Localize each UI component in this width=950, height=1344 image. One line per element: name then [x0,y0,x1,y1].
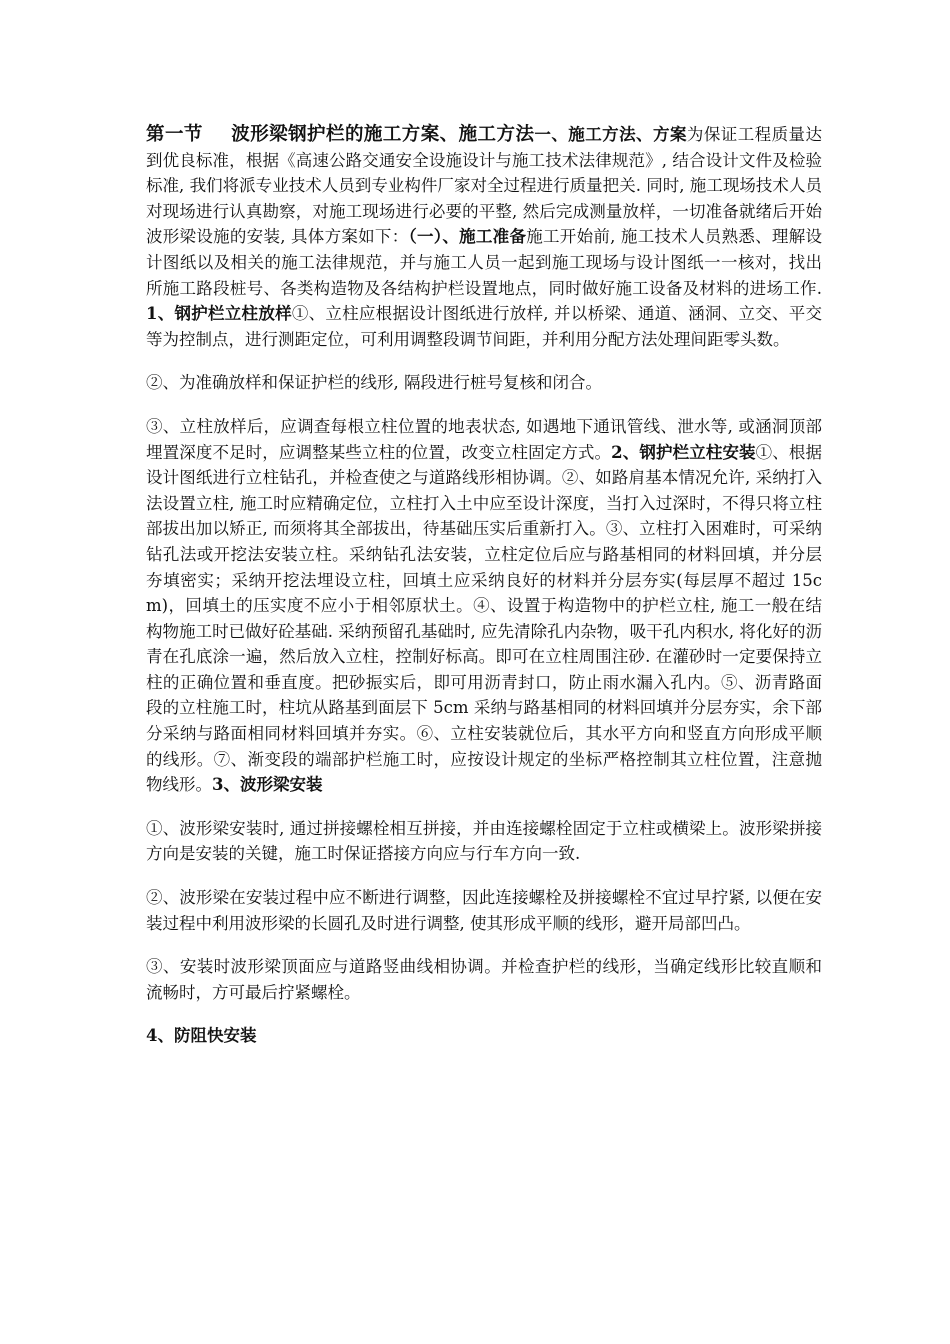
section-title-number: 第一节 [146,124,203,145]
text-quality-standard: 为保证工程质量达到优良标准，根据《高速公路交通安全设施设计与施工技术法律规范》, 结合设计文件及检验标准, 我们将派专业技术人员到专业构件厂家对全过程进行质量把关. 同时, 施工现场技术人员对现场进行认真勘察，对施工现场进行必要的平整, 然后完成测量放样，一切准备就绪后开始波形梁设施的安装, 具体方案如下： [146,125,822,247]
heading-beam-install: 3、波形梁安装 [212,775,323,795]
heading-preparation: （一）、施工准备 [408,227,527,247]
heading-methods: 一、施工方法、方案 [534,125,687,144]
text-preparation: 施工开始前, 施工技术人员熟悉、理解设计图纸以及相关的施工法律规范，并与施工人员一起到施工现场与设计图纸一一核对，找出所施工路段桩号、各类构造物及各结构护栏设置地点，同时做好施工设备及材料的进场工作. [146,227,822,298]
paragraph-verification: ②、为准确放样和保证护栏的线形, 隔段进行桩号复核和闭合。 [146,373,602,393]
document-body [146,122,822,1067]
paragraph-beam-splice: ①、波形梁安装时, 通过拼接螺栓相互拼接，并由连接螺栓固定于立柱或横梁上。波形梁拼接方向是安装的关键，施工时保证搭接方向应与行车方向一致. [146,818,822,864]
paragraph-beam-adjust: ②、波形梁在安装过程中应不断进行调整，因此连接螺栓及拼接螺栓不宜过早拧紧, 以便在安装过程中利用波形梁的长圆孔及时进行调整, 使其形成平顺的线形，避开局部凹凸。 [146,888,822,933]
heading-post-install: 2、钢护栏立柱安装 [611,442,756,462]
text-surface-check: ③、立柱放样后，应调查每根立柱位置的地表状态, 如遇地下通讯管线、泄水等, 或涵洞顶部埋置深度不足时，应调整某些立柱的位置，改变立柱固定方式。 [146,416,822,462]
text-post-layout: ①、立柱应根据设计图纸进行放样, 并以桥梁、通道、涵洞、立交、平交等为控制点，进行测距定位，可利用调整段调节间距，并利用分配方法处理间距零头数。 [146,304,822,349]
paragraph-post-install [146,414,822,798]
heading-post-layout: 1、钢护栏立柱放样 [146,304,292,324]
heading-block-install: 4、防阻快安装 [146,1026,257,1046]
paragraph-intro [146,122,822,352]
section-title: 波形梁钢护栏的施工方案、施工方法 [230,124,535,145]
paragraph-beam-alignment: ③、安装时波形梁顶面应与道路竖曲线相协调。并检查护栏的线形，当确定线形比较直顺和流畅时，方可最后拧紧螺栓。 [146,957,822,1002]
text-post-install: ①、根据设计图纸进行立柱钻孔，并检查使之与道路线形相协调。②、如路肩基本情况允许, 采纳打入法设置立柱, 施工时应精确定位，立柱打入土中应至设计深度，当打入过深时，不得只将立柱部拔出加以矫正, 而须将其全部拔出，待基础压实后重新打入。③、立柱打入困难时，可采纳钻孔法或开挖法安装立柱。采纳钻孔法安装，立柱定位后应与路基相同的材料回填，并分层夯填密实；采纳开挖法埋设立柱，回填土应采纳良好的材料并分层夯实(每层厚不超过 15cm)，回填土的压实度不应小于相邻原状土。④、设置于构造物中的护栏立柱, 施工一般在结构物施工时已做好砼基础. 采纳预留孔基础时, 应先清除孔内杂物，吸干孔内积水, 将化好的沥青在孔底涂一遍，然后放入立柱，控制好标高。即可在立柱周围注砂. 在灌砂时一定要保持立柱的正确位置和垂直度。把砂振实后，即可用沥青封口，防止雨水漏入孔内。⑤、沥青路面段的立柱施工时，柱坑从路基到面层下 5cm 采纳与路基相同的材料回填并分层夯实，余下部分采纳与路面相同材料回填并夯实。⑥、立柱安装就位后，其水平方向和竖直方向形成平顺的线形。⑦、渐变段的端部护栏施工时，应按设计规定的坐标严格控制其立柱位置，注意抛物线形。 [146,442,823,795]
